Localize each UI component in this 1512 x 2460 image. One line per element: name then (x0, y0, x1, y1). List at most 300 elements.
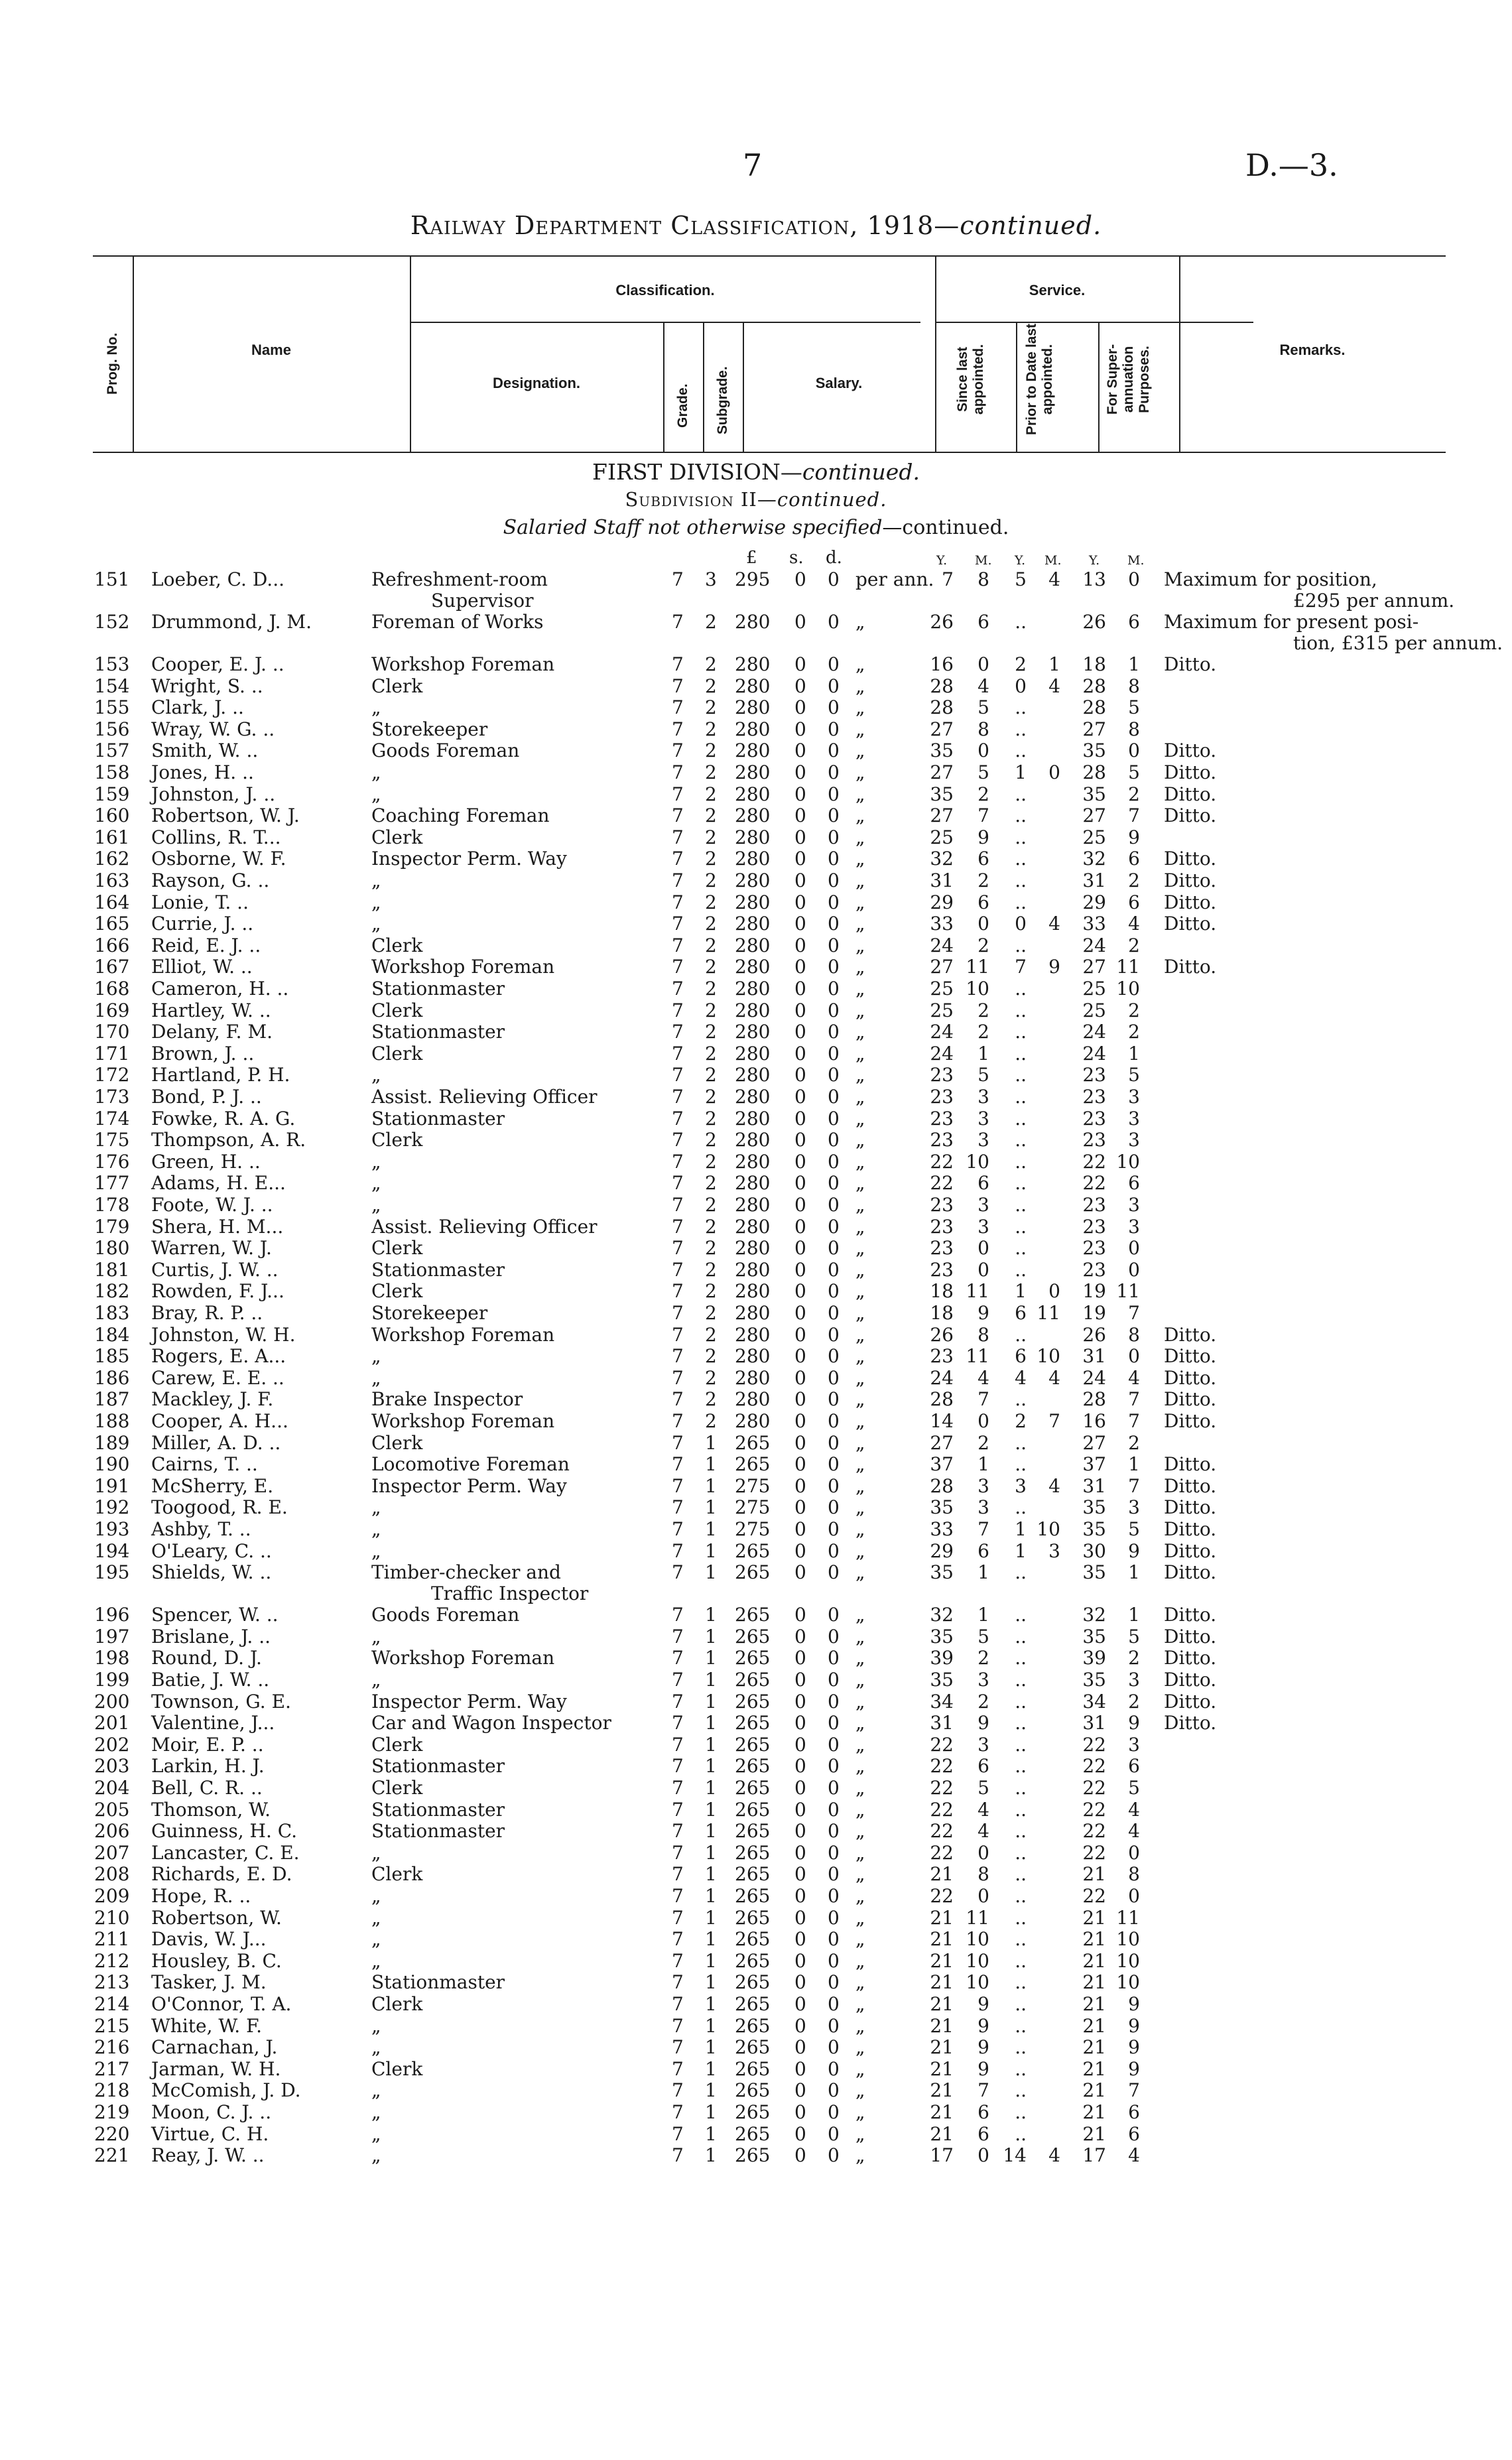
cell-salary-period: „ (855, 761, 865, 783)
cell-since-months: 5 (977, 696, 989, 719)
cell-remark: Ditto. (1164, 1539, 1217, 1562)
cell-name: Lancaster, C. E. (151, 1841, 300, 1864)
cell-name: Cameron, H. .. (151, 978, 289, 1000)
cell-since-years: 23 (930, 1237, 954, 1260)
cell-super-months: 5 (1128, 1064, 1140, 1086)
cell-salary-shillings: 0 (794, 1194, 806, 1216)
cell-salary-pence: 0 (828, 1388, 840, 1411)
cell-grade: 7 (672, 848, 684, 870)
cell-salary-pounds: 275 (735, 1518, 771, 1540)
cell-grade: 7 (672, 2101, 684, 2123)
cell-salary-pence: 0 (828, 2036, 840, 2059)
cell-subgrade: 2 (705, 956, 717, 978)
cell-designation: Clerk (371, 1993, 423, 2015)
cell-salary-pounds: 265 (735, 1755, 771, 1778)
table-row (0, 1821, 1512, 1842)
cell-super-months: 2 (1128, 999, 1140, 1021)
cell-salary-period: „ (855, 1885, 865, 1907)
cell-prior-months: 10 (1037, 1345, 1060, 1368)
cell-salary-shillings: 0 (794, 1496, 806, 1519)
table-row (0, 978, 1512, 1000)
cell-name: Rogers, E. A... (151, 1345, 286, 1368)
cell-salary-pence: 0 (828, 611, 840, 633)
cell-salary-shillings: 0 (794, 1323, 806, 1346)
cell-since-years: 39 (930, 1647, 954, 1669)
cell-prior-years: .. (1015, 1323, 1027, 1346)
cell-prog-no: 211 (94, 1928, 130, 1951)
cell-name: Smith, W. .. (151, 740, 259, 762)
header-divider (1098, 322, 1100, 453)
cell-salary-pence: 0 (828, 913, 840, 935)
unit-years-since: Y. (936, 553, 948, 568)
cell-salary-shillings: 0 (794, 1172, 806, 1195)
cell-subgrade: 2 (705, 675, 717, 697)
cell-salary-period: „ (855, 848, 865, 870)
unit-pence: d. (826, 548, 842, 568)
cell-since-years: 22 (930, 1733, 954, 1756)
cell-designation: „ (371, 2144, 381, 2167)
cell-salary-pounds: 265 (735, 1841, 771, 1864)
table-row (0, 2102, 1512, 2123)
cell-prior-years: .. (1015, 2079, 1027, 2102)
table-row (0, 1389, 1512, 1410)
cell-subgrade: 1 (705, 2014, 717, 2037)
cell-since-years: 21 (930, 2057, 954, 2080)
table-row (0, 1886, 1512, 1907)
cell-prior-years: 4 (1015, 1366, 1027, 1389)
cell-prog-no: 162 (94, 848, 130, 870)
cell-subgrade: 1 (705, 1431, 717, 1454)
table-row (0, 1648, 1512, 1669)
cell-super-months: 6 (1128, 1755, 1140, 1778)
cell-subgrade: 2 (705, 1107, 717, 1130)
cell-since-months: 0 (977, 1841, 989, 1864)
cell-super-years: 35 (1082, 1625, 1106, 1648)
cell-salary-period: „ (855, 1539, 865, 1562)
cell-since-years: 28 (930, 675, 954, 697)
cell-prog-no: 200 (94, 1690, 130, 1713)
cell-salary-pounds: 275 (735, 1474, 771, 1497)
cell-since-months: 0 (977, 2144, 989, 2167)
page-title-continued: continued. (960, 211, 1102, 240)
cell-salary-shillings: 0 (794, 1366, 806, 1389)
cell-salary-pounds: 280 (735, 1021, 771, 1043)
cell-salary-shillings: 0 (794, 848, 806, 870)
cell-designation: „ (371, 1518, 381, 1540)
cell-salary-pence: 0 (828, 1625, 840, 1648)
cell-since-months: 7 (977, 1518, 989, 1540)
cell-salary-shillings: 0 (794, 1237, 806, 1260)
cell-salary-pounds: 265 (735, 1625, 771, 1648)
cell-salary-period: „ (855, 1777, 865, 1799)
cell-salary-pounds: 265 (735, 1647, 771, 1669)
cell-salary-shillings: 0 (794, 1345, 806, 1368)
cell-since-months: 2 (977, 1431, 989, 1454)
cell-super-years: 22 (1082, 1820, 1106, 1843)
cell-designation: „ (371, 1841, 381, 1864)
cell-salary-pence: 0 (828, 1215, 840, 1238)
cell-salary-pence: 0 (828, 675, 840, 697)
cell-super-months: 5 (1128, 761, 1140, 783)
cell-subgrade: 2 (705, 1323, 717, 1346)
cell-designation: Workshop Foreman (371, 1323, 555, 1346)
cell-salary-shillings: 0 (794, 1561, 806, 1584)
cell-name: Collins, R. T... (151, 826, 281, 848)
cell-super-months: 4 (1128, 2144, 1140, 2167)
table-row (0, 1713, 1512, 1734)
cell-name: Hartley, W. .. (151, 999, 271, 1021)
cell-prog-no: 174 (94, 1107, 130, 1130)
cell-remark: Ditto. (1164, 783, 1217, 805)
cell-name: Delany, F. M. (151, 1021, 273, 1043)
page-title (0, 211, 1512, 240)
cell-salary-pence: 0 (828, 956, 840, 978)
cell-salary-period: „ (855, 2122, 865, 2145)
cell-since-years: 21 (930, 1971, 954, 1994)
cell-salary-pounds: 280 (735, 740, 771, 762)
cell-super-years: 21 (1082, 2079, 1106, 2102)
cell-super-months: 4 (1128, 1366, 1140, 1389)
cell-since-years: 7 (942, 568, 954, 590)
cell-designation: Coaching Foreman (371, 805, 550, 827)
cell-name: McSherry, E. (151, 1474, 274, 1497)
cell-prior-years: .. (1015, 1669, 1027, 1691)
cell-salary-pence: 0 (828, 1647, 840, 1669)
cell-salary-shillings: 0 (794, 1971, 806, 1994)
cell-subgrade: 2 (705, 1194, 717, 1216)
cell-salary-pence: 0 (828, 1669, 840, 1691)
cell-grade: 7 (672, 1777, 684, 1799)
cell-since-months: 5 (977, 761, 989, 783)
cell-salary-shillings: 0 (794, 956, 806, 978)
cell-since-years: 27 (930, 718, 954, 740)
table-row (0, 1216, 1512, 1238)
cell-super-months: 0 (1128, 740, 1140, 762)
cell-salary-period: „ (855, 1172, 865, 1195)
cell-salary-pence: 0 (828, 1971, 840, 1994)
cell-super-months: 3 (1128, 1107, 1140, 1130)
cell-grade: 7 (672, 740, 684, 762)
cell-designation: „ (371, 1194, 381, 1216)
table-row (0, 697, 1512, 718)
cell-since-years: 21 (930, 2101, 954, 2123)
cell-salary-period: „ (855, 999, 865, 1021)
cell-salary-pence: 0 (828, 696, 840, 719)
cell-since-months: 3 (977, 1215, 989, 1238)
cell-salary-pence: 0 (828, 1431, 840, 1454)
cell-since-months: 5 (977, 1064, 989, 1086)
document-reference: D.—3. (1245, 147, 1338, 183)
cell-salary-pounds: 265 (735, 2036, 771, 2059)
cell-salary-pounds: 280 (735, 978, 771, 1000)
cell-designation: „ (371, 1906, 381, 1929)
cell-name: Toogood, R. E. (151, 1496, 288, 1519)
cell-prog-no: 190 (94, 1453, 130, 1476)
cell-super-months: 2 (1128, 934, 1140, 956)
table-row (0, 956, 1512, 978)
cell-since-months: 10 (966, 1971, 989, 1994)
table-row (0, 1130, 1512, 1151)
cell-subgrade: 2 (705, 805, 717, 827)
table-header (93, 255, 1446, 454)
cell-super-months: 1 (1128, 1561, 1140, 1584)
cell-super-months: 3 (1128, 1194, 1140, 1216)
cell-designation: Storekeeper (371, 1302, 488, 1324)
cell-salary-period: „ (855, 1302, 865, 1324)
cell-salary-shillings: 0 (794, 934, 806, 956)
cell-super-months: 7 (1128, 805, 1140, 827)
cell-prior-months: 4 (1048, 2144, 1060, 2167)
cell-grade: 7 (672, 1042, 684, 1065)
cell-salary-shillings: 0 (794, 2014, 806, 2037)
cell-salary-period: „ (855, 1086, 865, 1108)
cell-salary-pounds: 280 (735, 870, 771, 891)
cell-grade: 7 (672, 2144, 684, 2167)
cell-grade: 7 (672, 1906, 684, 1929)
cell-since-months: 1 (977, 1042, 989, 1065)
cell-salary-pence: 0 (828, 1021, 840, 1043)
cell-designation: Assist. Relieving Officer (371, 1086, 598, 1108)
cell-salary-pounds: 280 (735, 848, 771, 870)
table-row (0, 1519, 1512, 1540)
cell-salary-pounds: 265 (735, 1971, 771, 1994)
cell-super-years: 25 (1082, 978, 1106, 1000)
cell-prog-no: 220 (94, 2122, 130, 2145)
cell-prior-years: 1 (1015, 1280, 1027, 1303)
cell-designation: „ (371, 1172, 381, 1195)
cell-super-months: 5 (1128, 1777, 1140, 1799)
cell-super-years: 25 (1082, 999, 1106, 1021)
cell-super-months: 10 (1116, 1150, 1140, 1173)
cell-salary-period: „ (855, 1518, 865, 1540)
cell-subgrade: 1 (705, 2144, 717, 2167)
cell-salary-pounds: 280 (735, 1237, 771, 1260)
cell-super-years: 21 (1082, 1906, 1106, 1929)
cell-super-months: 6 (1128, 2122, 1140, 2145)
cell-subgrade: 2 (705, 1280, 717, 1303)
cell-salary-pence: 0 (828, 1820, 840, 1843)
cell-prog-no: 176 (94, 1150, 130, 1173)
cell-prior-years: .. (1015, 1798, 1027, 1821)
cell-salary-pence: 0 (828, 1366, 840, 1389)
cell-prior-years: .. (1015, 1496, 1027, 1519)
cell-prior-years: 7 (1015, 956, 1027, 978)
cell-subgrade: 2 (705, 1172, 717, 1195)
cell-salary-pence: 0 (828, 2014, 840, 2037)
cell-salary-shillings: 0 (794, 2057, 806, 2080)
cell-designation: Clerk (371, 1042, 423, 1065)
cell-designation: Stationmaster (371, 1021, 505, 1043)
cell-salary-shillings: 0 (794, 1021, 806, 1043)
cell-prog-no: 156 (94, 718, 130, 740)
cell-super-months: 10 (1116, 1949, 1140, 1972)
cell-since-months: 0 (977, 1410, 989, 1432)
cell-since-months: 3 (977, 1474, 989, 1497)
cell-prog-no: 219 (94, 2101, 130, 2123)
cell-since-years: 18 (930, 1302, 954, 1324)
cell-since-months: 4 (977, 1820, 989, 1843)
cell-super-months: 9 (1128, 1712, 1140, 1734)
table-row (0, 1065, 1512, 1086)
table-row (0, 1626, 1512, 1648)
table-row (0, 1281, 1512, 1302)
cell-super-years: 34 (1082, 1690, 1106, 1713)
cell-since-years: 21 (930, 2036, 954, 2059)
cell-remark: Ditto. (1164, 1366, 1217, 1389)
cell-salary-shillings: 0 (794, 1690, 806, 1713)
cell-prog-no: 189 (94, 1431, 130, 1454)
cell-prior-years: .. (1015, 978, 1027, 1000)
cell-prior-years: 0 (1015, 675, 1027, 697)
cell-salary-pounds: 280 (735, 913, 771, 935)
cell-prior-years: 2 (1015, 1410, 1027, 1432)
cell-since-months: 0 (977, 1237, 989, 1260)
cell-subgrade: 1 (705, 1518, 717, 1540)
cell-subgrade: 1 (705, 1539, 717, 1562)
cell-salary-shillings: 0 (794, 761, 806, 783)
cell-salary-pence: 0 (828, 1777, 840, 1799)
cell-since-months: 2 (977, 1021, 989, 1043)
cell-salary-period: per ann. (855, 568, 934, 590)
cell-salary-period: „ (855, 1107, 865, 1130)
cell-since-months: 3 (977, 1733, 989, 1756)
cell-since-years: 21 (930, 2079, 954, 2102)
cell-prog-no: 213 (94, 1971, 130, 1994)
cell-designation: Inspector Perm. Way (371, 1690, 567, 1713)
header-remarks: Remarks. (1279, 342, 1346, 358)
cell-designation: Refreshment-room (371, 568, 548, 590)
cell-super-years: 27 (1082, 1431, 1106, 1454)
cell-salary-period: „ (855, 1949, 865, 1972)
cell-prior-years: 2 (1015, 653, 1027, 675)
cell-prog-no: 166 (94, 934, 130, 956)
cell-remark: Ditto. (1164, 1647, 1217, 1669)
cell-prior-years: .. (1015, 1604, 1027, 1626)
cell-super-months: 9 (1128, 2036, 1140, 2059)
cell-remark-continued: tion, £315 per annum. (1293, 632, 1503, 654)
cell-prog-no: 187 (94, 1388, 130, 1411)
cell-name: Lonie, T. .. (151, 891, 249, 913)
cell-super-years: 23 (1082, 1129, 1106, 1151)
cell-salary-period: „ (855, 1712, 865, 1734)
cell-prior-months: 4 (1048, 1474, 1060, 1497)
cell-subgrade: 1 (705, 2101, 717, 2123)
cell-designation: Workshop Foreman (371, 1647, 555, 1669)
cell-prog-no: 208 (94, 1863, 130, 1886)
cell-prior-months: 4 (1048, 913, 1060, 935)
cell-since-years: 35 (930, 740, 954, 762)
table-row (0, 1476, 1512, 1497)
cell-grade: 7 (672, 2036, 684, 2059)
cell-name: Townson, G. E. (151, 1690, 291, 1713)
cell-designation: Assist. Relieving Officer (371, 1215, 598, 1238)
cell-remark: Ditto. (1164, 1625, 1217, 1648)
cell-prior-years: .. (1015, 1388, 1027, 1411)
cell-since-years: 21 (930, 1863, 954, 1886)
cell-since-months: 3 (977, 1496, 989, 1519)
cell-prior-years: 3 (1015, 1474, 1027, 1497)
cell-prior-years: 1 (1015, 1539, 1027, 1562)
cell-super-months: 7 (1128, 2079, 1140, 2102)
cell-salary-shillings: 0 (794, 1518, 806, 1540)
cell-subgrade: 2 (705, 1345, 717, 1368)
cell-salary-pence: 0 (828, 1928, 840, 1951)
cell-prior-months: 4 (1048, 1366, 1060, 1389)
cell-super-years: 39 (1082, 1647, 1106, 1669)
cell-prog-no: 196 (94, 1604, 130, 1626)
cell-grade: 7 (672, 1366, 684, 1389)
cell-grade: 7 (672, 978, 684, 1000)
cell-remark: Ditto. (1164, 1388, 1217, 1411)
cell-subgrade: 1 (705, 1885, 717, 1907)
cell-salary-pounds: 280 (735, 611, 771, 633)
cell-grade: 7 (672, 1604, 684, 1626)
cell-since-years: 23 (930, 1086, 954, 1108)
cell-prior-months: 11 (1037, 1302, 1060, 1324)
cell-super-years: 27 (1082, 805, 1106, 827)
cell-salary-pounds: 280 (735, 1410, 771, 1432)
cell-subgrade: 2 (705, 1064, 717, 1086)
cell-super-months: 4 (1128, 1820, 1140, 1843)
cell-grade: 7 (672, 1172, 684, 1195)
cell-super-years: 23 (1082, 1194, 1106, 1216)
cell-grade: 7 (672, 1194, 684, 1216)
cell-since-years: 34 (930, 1690, 954, 1713)
cell-since-months: 9 (977, 2014, 989, 2037)
cell-salary-period: „ (855, 1993, 865, 2015)
cell-salary-shillings: 0 (794, 1129, 806, 1151)
cell-designation: „ (371, 2036, 381, 2059)
cell-since-years: 16 (930, 653, 954, 675)
cell-super-months: 1 (1128, 653, 1140, 675)
staff-category-continued: —continued. (882, 516, 1009, 539)
cell-prog-no: 157 (94, 740, 130, 762)
cell-super-years: 24 (1082, 1366, 1106, 1389)
cell-salary-pence: 0 (828, 1280, 840, 1303)
cell-salary-period: „ (855, 1971, 865, 1994)
cell-salary-pence: 0 (828, 1798, 840, 1821)
cell-prior-years: .. (1015, 1690, 1027, 1713)
cell-prog-no: 186 (94, 1366, 130, 1389)
cell-prior-years: .. (1015, 1215, 1027, 1238)
cell-salary-period: „ (855, 1647, 865, 1669)
cell-salary-shillings: 0 (794, 1928, 806, 1951)
header-divider (703, 322, 704, 453)
cell-grade: 7 (672, 999, 684, 1021)
cell-since-years: 21 (930, 2014, 954, 2037)
cell-subgrade: 2 (705, 1042, 717, 1065)
cell-since-months: 6 (977, 1539, 989, 1562)
cell-prog-no: 173 (94, 1086, 130, 1108)
cell-name: Bray, R. P. .. (151, 1302, 263, 1324)
cell-super-months: 6 (1128, 891, 1140, 913)
cell-salary-pounds: 280 (735, 1258, 771, 1281)
cell-name: Warren, W. J. (151, 1237, 272, 1260)
cell-prior-months: 4 (1048, 675, 1060, 697)
cell-prog-no: 192 (94, 1496, 130, 1519)
cell-prog-no: 204 (94, 1777, 130, 1799)
cell-super-years: 31 (1082, 1712, 1106, 1734)
cell-designation: Clerk (371, 1237, 423, 1260)
cell-grade: 7 (672, 1345, 684, 1368)
cell-salary-pence: 0 (828, 1150, 840, 1173)
cell-since-years: 32 (930, 848, 954, 870)
cell-salary-shillings: 0 (794, 1906, 806, 1929)
cell-prior-years: .. (1015, 1928, 1027, 1951)
cell-prior-months: 4 (1048, 568, 1060, 590)
cell-since-months: 1 (977, 1561, 989, 1584)
cell-prior-years: .. (1015, 1064, 1027, 1086)
